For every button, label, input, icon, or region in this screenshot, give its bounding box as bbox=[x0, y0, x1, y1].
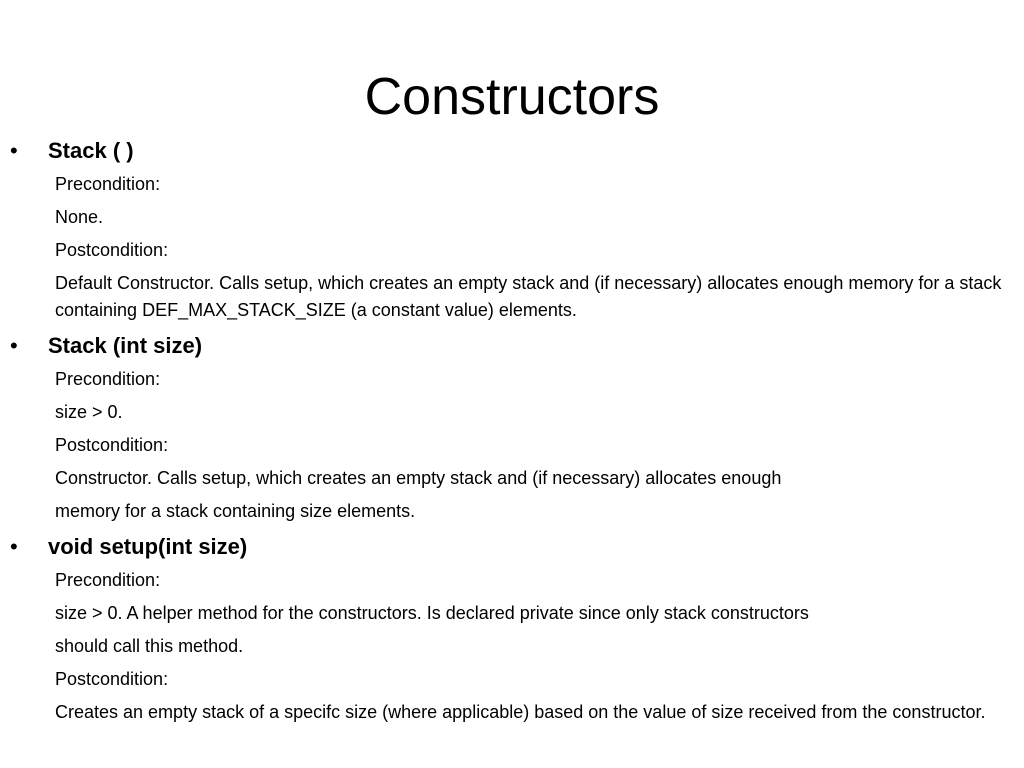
sub-line: Default Constructor. Calls setup, which creates an empty stack and (if necessary) allocates enough memory for a stack containing DEF_MAX_STACK_SIZE (a constant value) elements. bbox=[55, 273, 1002, 320]
bullet-icon: • bbox=[10, 333, 18, 358]
bullet-heading: Stack (int size) bbox=[48, 333, 203, 358]
sub-line: Precondition: bbox=[55, 174, 161, 194]
sub-line: Creates an empty stack of a specifc size (where applicable) based on the value of size received from the constructor. bbox=[55, 702, 986, 722]
sub-line: Constructor. Calls setup, which creates an empty stack and (if necessary) allocates enough bbox=[55, 468, 782, 488]
sub-line: size > 0. A helper method for the constructors. Is declared private since only stack constructors bbox=[55, 603, 809, 623]
sub-line: None. bbox=[55, 207, 104, 227]
sub-line: Postcondition: bbox=[55, 669, 169, 689]
bullet-heading: Stack ( ) bbox=[48, 138, 134, 163]
slide-title: Constructors bbox=[364, 68, 660, 126]
bullet-item bbox=[0, 530, 1024, 564]
sub-line: size > 0. bbox=[55, 402, 123, 422]
bullet-heading: void setup(int size) bbox=[48, 534, 248, 559]
bullet-icon: • bbox=[10, 534, 18, 559]
bullet-item bbox=[0, 329, 1024, 363]
bullet-icon: • bbox=[10, 138, 18, 163]
slide-content bbox=[0, 134, 1024, 729]
sub-line: Precondition: bbox=[55, 369, 161, 389]
sub-line: Postcondition: bbox=[55, 240, 169, 260]
sub-line: memory for a stack containing size elements. bbox=[55, 501, 416, 521]
sub-line: should call this method. bbox=[55, 636, 244, 656]
sub-line: Postcondition: bbox=[55, 435, 169, 455]
sub-line: Precondition: bbox=[55, 570, 161, 590]
bullet-item bbox=[0, 134, 1024, 168]
